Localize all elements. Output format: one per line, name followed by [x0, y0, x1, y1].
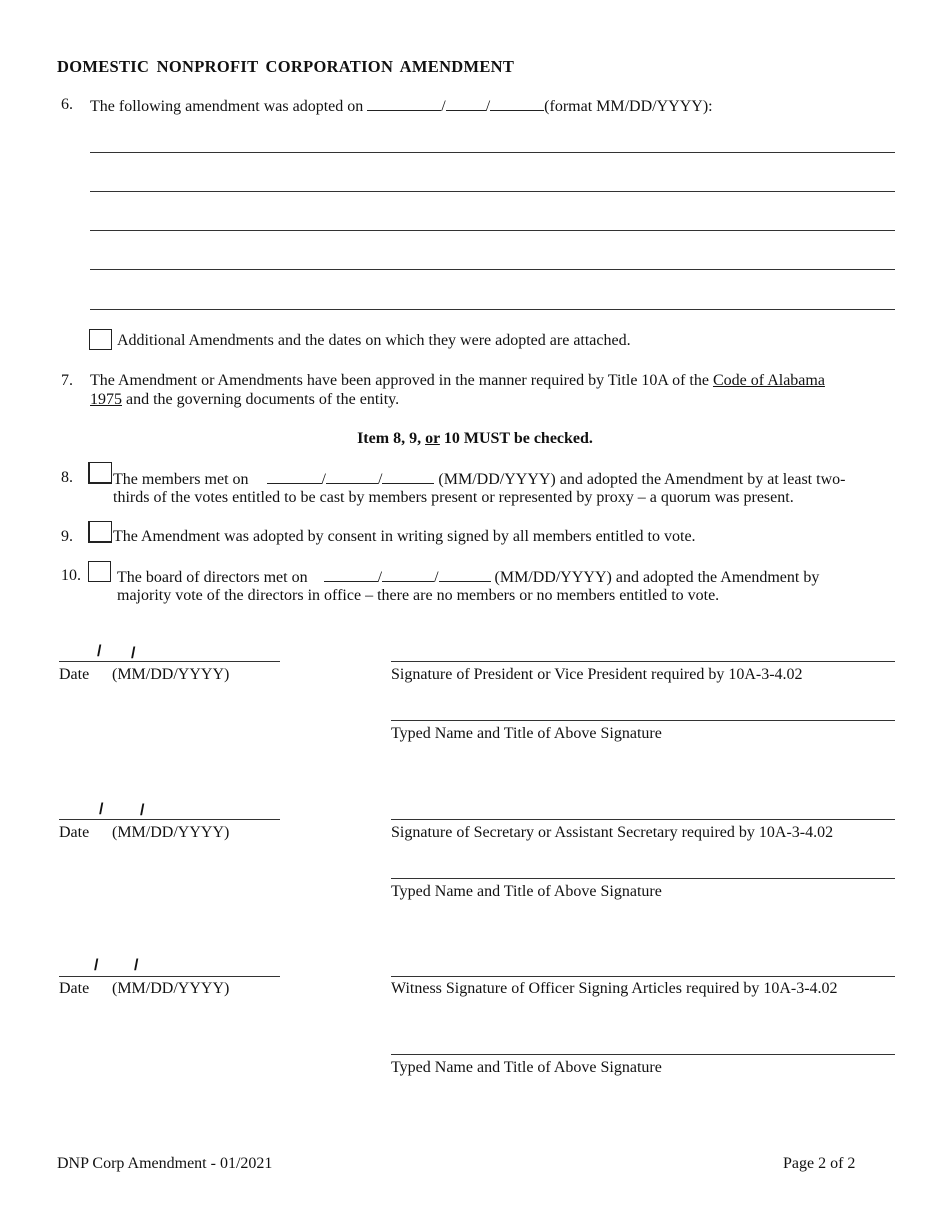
code-year-ref: 1975: [90, 391, 122, 408]
must-be-checked-note: [0, 430, 950, 448]
date-2-sep-2: /: [140, 802, 145, 819]
item-10-sep-1: /: [377, 569, 383, 586]
item-10-number: 10.: [61, 567, 81, 584]
name-2-field[interactable]: [391, 878, 895, 879]
item-8-sep-1: /: [321, 471, 326, 488]
date-3-label: Date: [59, 980, 90, 997]
item-8-number: 8.: [61, 469, 73, 486]
signature-2-field[interactable]: [391, 819, 895, 820]
item-10-line-2: majority vote of the directors in office – there are no members or no members entitled to vote.: [117, 587, 720, 604]
item-9-checkbox[interactable]: [88, 521, 112, 543]
item-6-number: 6.: [61, 96, 73, 113]
signature-3-field[interactable]: [391, 976, 895, 977]
item-8-text-after: (MM/DD/YYYY) and adopted the Amendment by at least two-: [438, 471, 846, 488]
item-8-year-field[interactable]: [382, 469, 434, 484]
date-2-format: (MM/DD/YYYY): [112, 824, 230, 841]
page-title: DOMESTIC NONPROFIT CORPORATION AMENDMENT: [57, 57, 515, 76]
name-3-field[interactable]: [391, 1054, 895, 1055]
item-10-checkbox[interactable]: [88, 561, 111, 582]
amendment-text-line[interactable]: [90, 269, 895, 270]
item-10-year-field[interactable]: [439, 567, 491, 582]
item-8-line-1: [113, 469, 845, 489]
date-2-sep-1: /: [99, 801, 104, 818]
additional-amendments-checkbox[interactable]: [89, 329, 112, 350]
date-3-sep-1: /: [94, 957, 99, 974]
amendment-text-line[interactable]: [90, 230, 895, 231]
amendment-text-line[interactable]: [90, 152, 895, 153]
signature-1-field[interactable]: [391, 661, 895, 662]
date-2-label: Date: [59, 824, 90, 841]
date-1-sep-2: /: [131, 645, 136, 662]
item-10-text-after: (MM/DD/YYYY) and adopted the Amendment by: [494, 569, 820, 586]
item-6-format: (format MM/DD/YYYY):: [544, 98, 713, 115]
signature-2-label: Signature of Secretary or Assistant Secretary required by 10A-3-4.02: [391, 824, 834, 841]
name-3-label: Typed Name and Title of Above Signature: [391, 1059, 662, 1076]
item-10-text: The board of directors met on: [117, 569, 308, 586]
signature-1-label: Signature of President or Vice President required by 10A-3-4.02: [391, 666, 803, 683]
item-6-sep-2: /: [485, 98, 491, 115]
date-2-field[interactable]: [59, 819, 280, 820]
date-1-field[interactable]: [59, 661, 280, 662]
amendment-text-line[interactable]: [90, 191, 895, 192]
name-2-label: Typed Name and Title of Above Signature: [391, 883, 662, 900]
item-6-text: The following amendment was adopted on: [90, 98, 364, 115]
item-6-day-field[interactable]: [446, 96, 486, 111]
name-1-label: Typed Name and Title of Above Signature: [391, 725, 662, 742]
footer-form-id: DNP Corp Amendment - 01/2021: [57, 1155, 273, 1172]
date-3-field[interactable]: [59, 976, 280, 977]
item-8-text: The members met on: [113, 471, 249, 488]
must-checked-part-1: Item 8, 9,: [357, 430, 422, 447]
additional-amendments-label: Additional Amendments and the dates on which they were adopted are attached.: [117, 332, 631, 349]
item-7-line-2: [90, 391, 399, 409]
date-1-format: (MM/DD/YYYY): [112, 666, 230, 683]
item-9-number: 9.: [61, 528, 73, 545]
date-3-format: (MM/DD/YYYY): [112, 980, 230, 997]
item-7-line-1: [90, 372, 825, 390]
item-9-text: The Amendment was adopted by consent in writing signed by all members entitled to vote.: [113, 528, 696, 545]
date-3-sep-2: /: [134, 957, 139, 974]
item-7-text-after: and the governing documents of the entity.: [126, 391, 400, 408]
footer-page-number: Page 2 of 2: [783, 1155, 856, 1172]
item-10-sep-2: /: [434, 569, 439, 586]
date-1-label: Date: [59, 666, 90, 683]
item-8-month-field[interactable]: [267, 469, 322, 484]
item-8-sep-2: /: [377, 471, 383, 488]
item-6-month-field[interactable]: [367, 96, 441, 111]
item-6-year-field[interactable]: [490, 96, 544, 111]
item-8-line-2: thirds of the votes entitled to be cast by members present or represented by proxy – a quorum was present.: [113, 489, 794, 506]
amendment-text-line[interactable]: [90, 309, 895, 310]
date-1-sep-1: /: [97, 643, 102, 660]
item-10-day-field[interactable]: [382, 567, 434, 582]
item-8-day-field[interactable]: [326, 469, 378, 484]
item-7-number: 7.: [61, 372, 73, 389]
item-8-checkbox[interactable]: [88, 462, 112, 484]
item-10-line-1: [117, 567, 819, 587]
item-10-month-field[interactable]: [324, 567, 378, 582]
item-6-line: [90, 96, 713, 116]
must-checked-part-2: 10 MUST be checked.: [443, 430, 593, 447]
item-6-sep-1: /: [441, 98, 446, 115]
code-of-alabama-ref: Code of Alabama: [712, 372, 825, 389]
name-1-field[interactable]: [391, 720, 895, 721]
must-checked-or: or: [425, 430, 440, 447]
item-7-text: The Amendment or Amendments have been approved in the manner required by Title 10A of the: [90, 372, 709, 389]
signature-3-label: Witness Signature of Officer Signing Articles required by 10A-3-4.02: [391, 980, 838, 997]
